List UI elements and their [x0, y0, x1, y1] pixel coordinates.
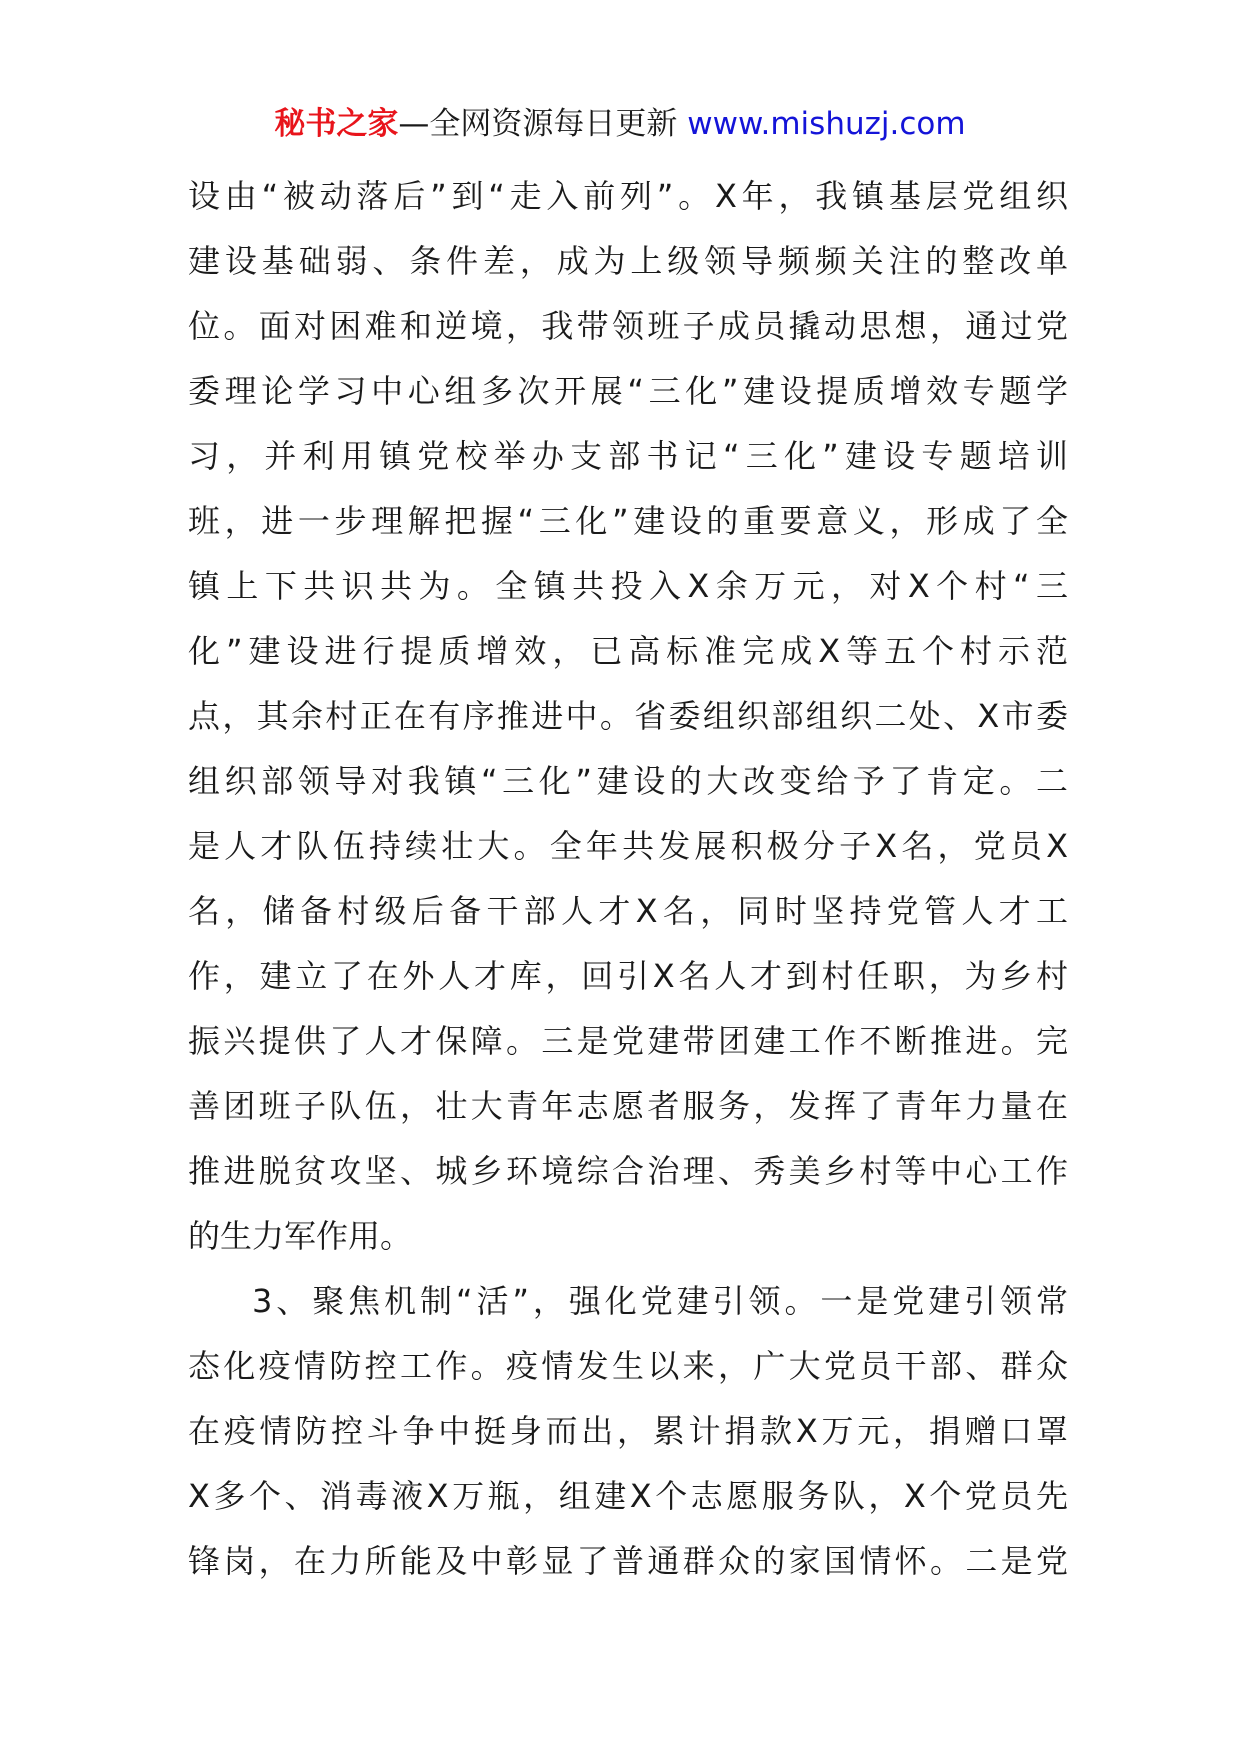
text-line: 建设基础弱、条件差，成为上级领导频频关注的整改单 — [188, 242, 1068, 280]
header-url-link[interactable]: www.mishuzj.com — [687, 106, 966, 142]
text-line: X多个、消毒液X万瓶，组建X个志愿服务队，X个党员先 — [188, 1477, 1068, 1515]
text-line: 在疫情防控斗争中挺身而出，累计捐款X万元，捐赠口罩 — [188, 1412, 1068, 1450]
text-line: 组织部领导对我镇“三化”建设的大改变给予了肯定。二 — [188, 762, 1068, 800]
text-line: 善团班子队伍，壮大青年志愿者服务，发挥了青年力量在 — [188, 1087, 1068, 1125]
text-line: 设由“被动落后”到“走入前列”。X年，我镇基层党组织 — [188, 177, 1068, 215]
document-body — [188, 164, 1068, 1594]
text-line: 是人才队伍持续壮大。全年共发展积极分子X名，党员X — [188, 827, 1068, 865]
header-tagline: —全网资源每日更新 — [398, 106, 688, 142]
text-line: 镇上下共识共为。全镇共投入X余万元，对X个村“三 — [188, 567, 1068, 605]
page-header — [0, 100, 1240, 148]
text-line: 点，其余村正在有序推进中。省委组织部组织二处、X市委 — [188, 697, 1068, 735]
text-line: 位。面对困难和逆境，我带领班子成员撬动思想，通过党 — [188, 307, 1068, 345]
text-line: 习，并利用镇党校举办支部书记“三化”建设专题培训 — [188, 437, 1068, 475]
text-line: 推进脱贫攻坚、城乡环境综合治理、秀美乡村等中心工作 — [188, 1152, 1068, 1190]
text-line: 名，储备村级后备干部人才X名，同时坚持党管人才工 — [188, 892, 1068, 930]
text-line: 委理论学习中心组多次开展“三化”建设提质增效专题学 — [188, 372, 1068, 410]
section-heading-line: 3、聚焦机制“活”，强化党建引领。一是党建引领常 — [252, 1282, 1068, 1320]
text-line: 的生力军作用。 — [188, 1217, 413, 1255]
text-line: 化”建设进行提质增效，已高标准完成X等五个村示范 — [188, 632, 1068, 670]
text-line: 锋岗，在力所能及中彰显了普通群众的家国情怀。二是党 — [188, 1542, 1068, 1580]
text-line: 班，进一步理解把握“三化”建设的重要意义，形成了全 — [188, 502, 1068, 540]
text-line: 态化疫情防控工作。疫情发生以来，广大党员干部、群众 — [188, 1347, 1068, 1385]
header-brand: 秘书之家 — [274, 106, 399, 142]
text-line: 作，建立了在外人才库，回引X名人才到村任职，为乡村 — [188, 957, 1068, 995]
text-line: 振兴提供了人才保障。三是党建带团建工作不断推进。完 — [188, 1022, 1068, 1060]
